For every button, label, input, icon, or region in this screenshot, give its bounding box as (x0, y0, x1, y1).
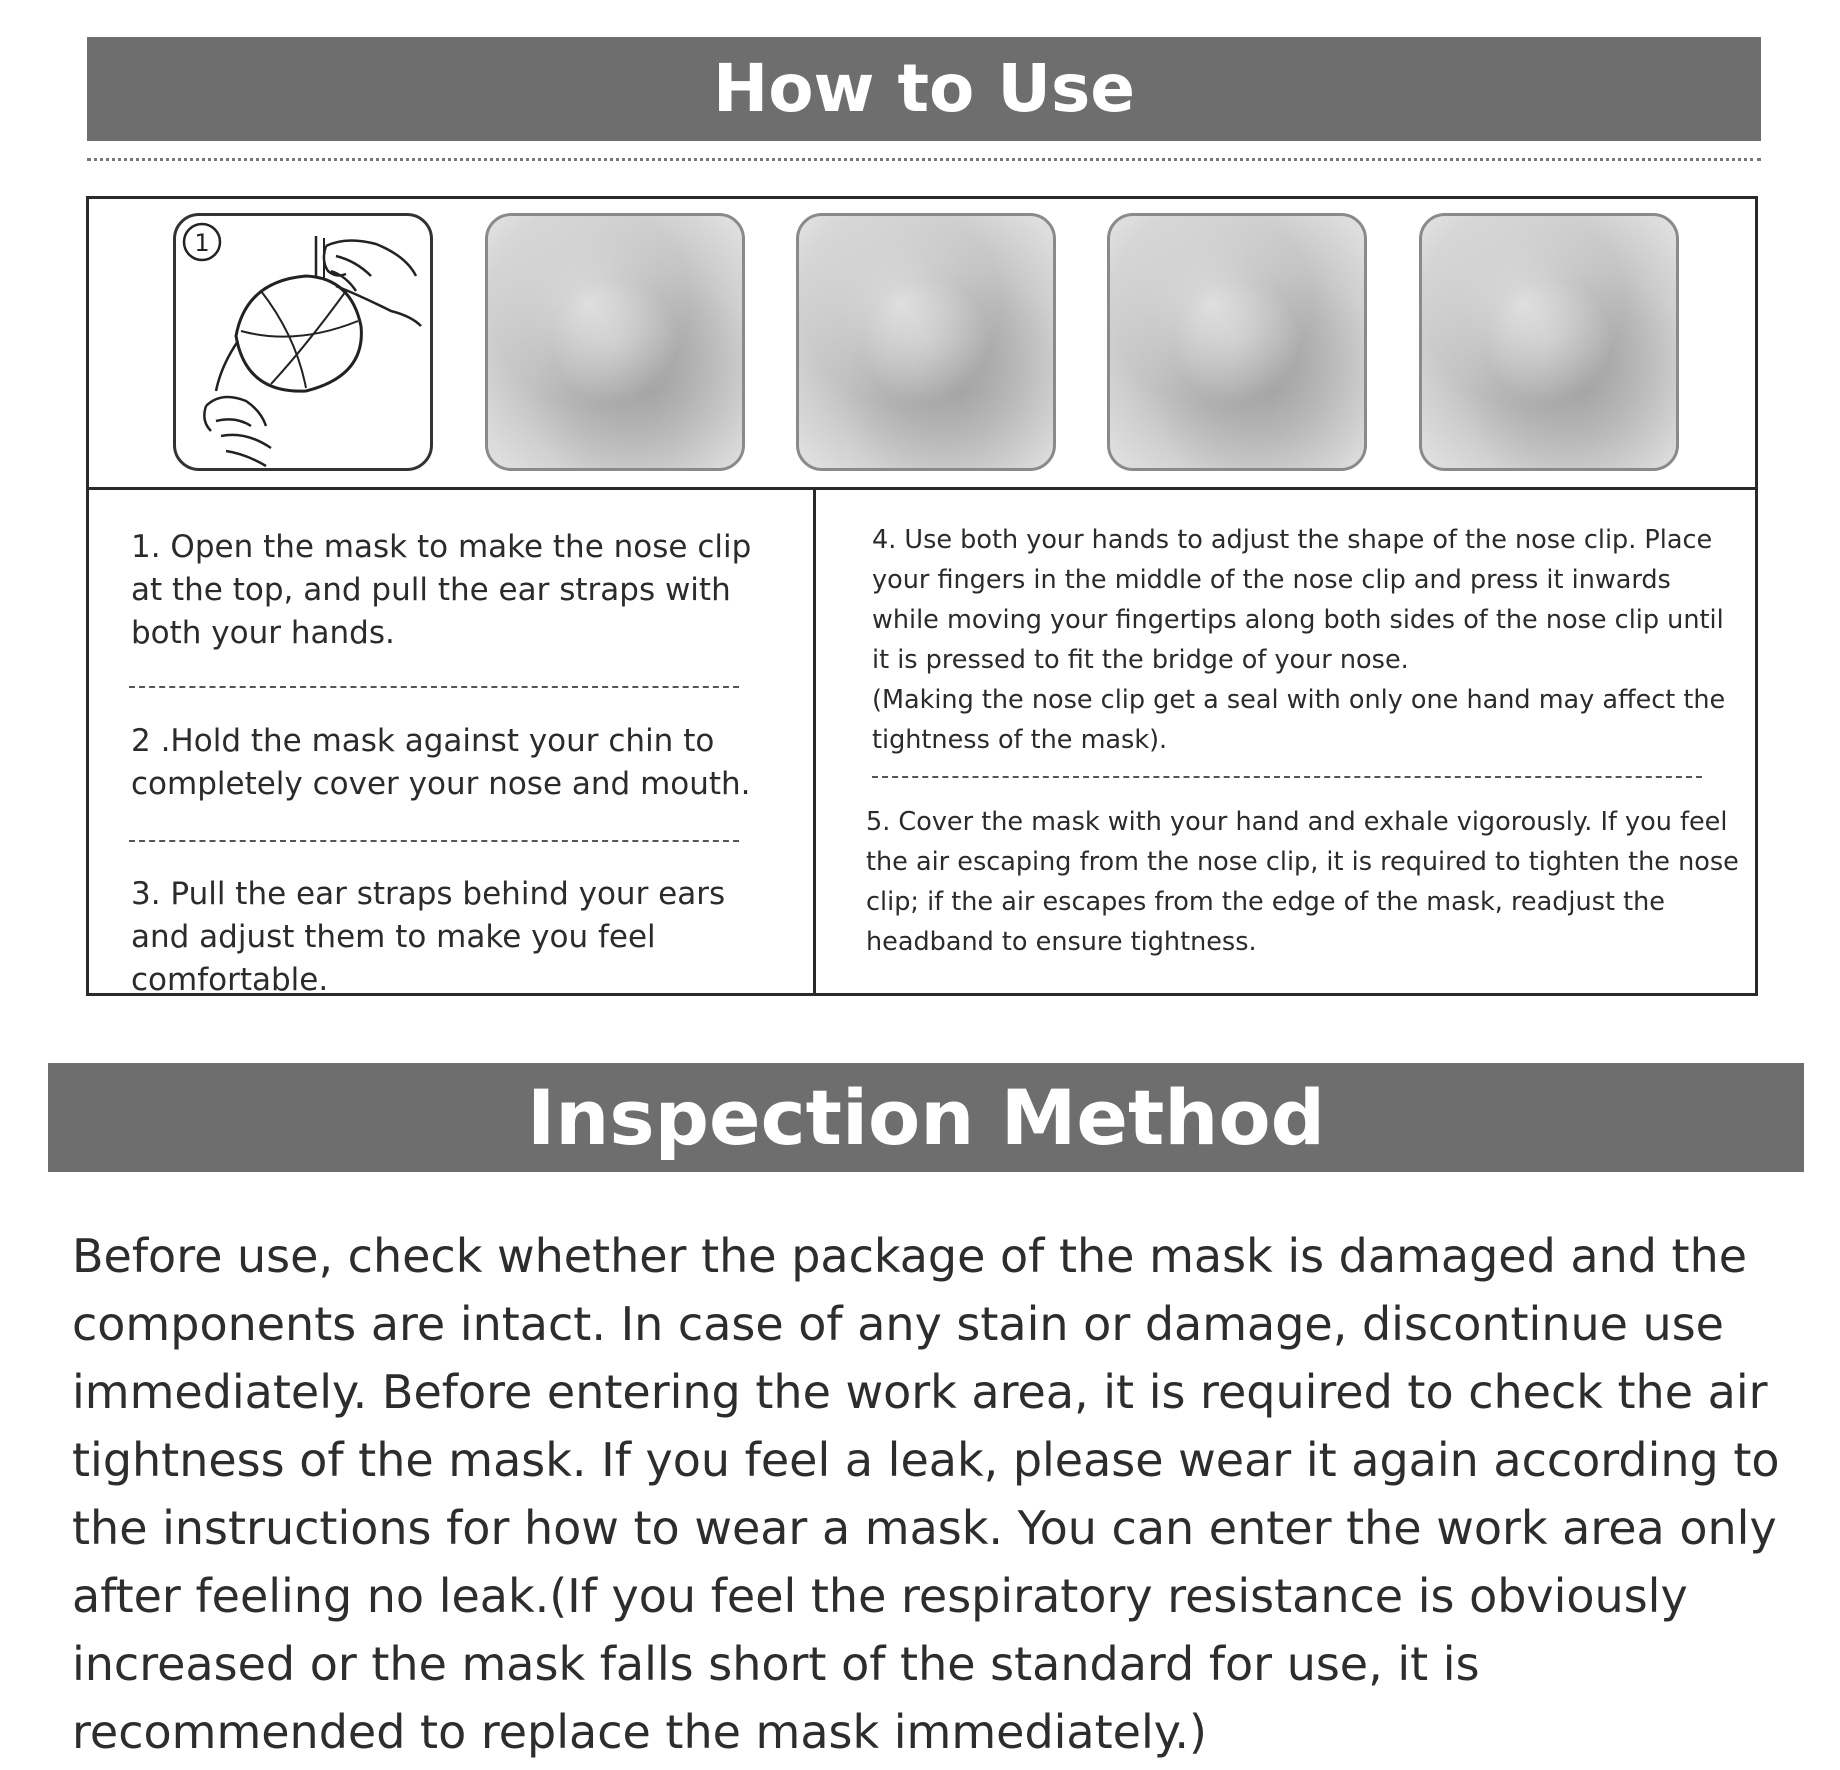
dotted-divider (87, 158, 1761, 161)
step-2-illustration (485, 213, 745, 471)
steps-left-column (89, 490, 816, 996)
step-4-note: (Making the nose clip get a seal with only one hand may affect the tightness of the mask). (872, 685, 1726, 755)
dashed-divider (129, 840, 739, 842)
step-4-text: 4. Use both your hands to adjust the shape of the nose clip. Place your fingers in the middle of the nose clip and press it inwards while moving your fingertips along both sides of the nose clip until it is pressed to fit the bridge of your nose. (872, 525, 1724, 675)
step-1-number: 1 (194, 229, 210, 257)
step-5-illustration (1419, 213, 1679, 471)
step-1-illustration (173, 213, 433, 471)
inspection-method-title: Inspection Method (48, 1063, 1804, 1172)
step-2-text: 2 .Hold the mask against your chin to completely cover your nose and mouth. (131, 723, 751, 802)
dashed-divider (872, 776, 1702, 778)
step-1-text: 1. Open the mask to make the nose clip at the top, and pull the ear straps with both your hands. (131, 529, 752, 651)
step-4-illustration (1107, 213, 1367, 471)
step-images-row (89, 199, 1755, 490)
step-3-text: 3. Pull the ear straps behind your ears and adjust them to make you feel comfortable. (131, 876, 726, 998)
dashed-divider (129, 686, 739, 688)
steps-right-column (816, 490, 1758, 996)
step-3-illustration (796, 213, 1056, 471)
how-to-use-title: How to Use (87, 37, 1761, 141)
inspection-method-text: Before use, check whether the package of the mask is damaged and the components are intact. In case of any stain or damage, discontinue use immediately. Before entering the work area, it is required to check the air tightness of the mask. If you feel a leak, please wear it again according to the instructions for how to wear a mask. You can enter the work area only after feeling no leak.(If you feel the respiratory resistance is obviously increased or the mask falls short of the standard for use, it is recommended to replace the mask immediately.) (72, 1229, 1780, 1759)
step-5-text: 5. Cover the mask with your hand and exhale vigorously. If you feel the air escaping from the nose clip, it is required to tighten the nose clip; if the air escapes from the edge of the mask, readjust the headband to ensure tightness. (866, 807, 1739, 957)
steps-table (86, 196, 1758, 996)
mask-hands-icon (176, 216, 430, 468)
